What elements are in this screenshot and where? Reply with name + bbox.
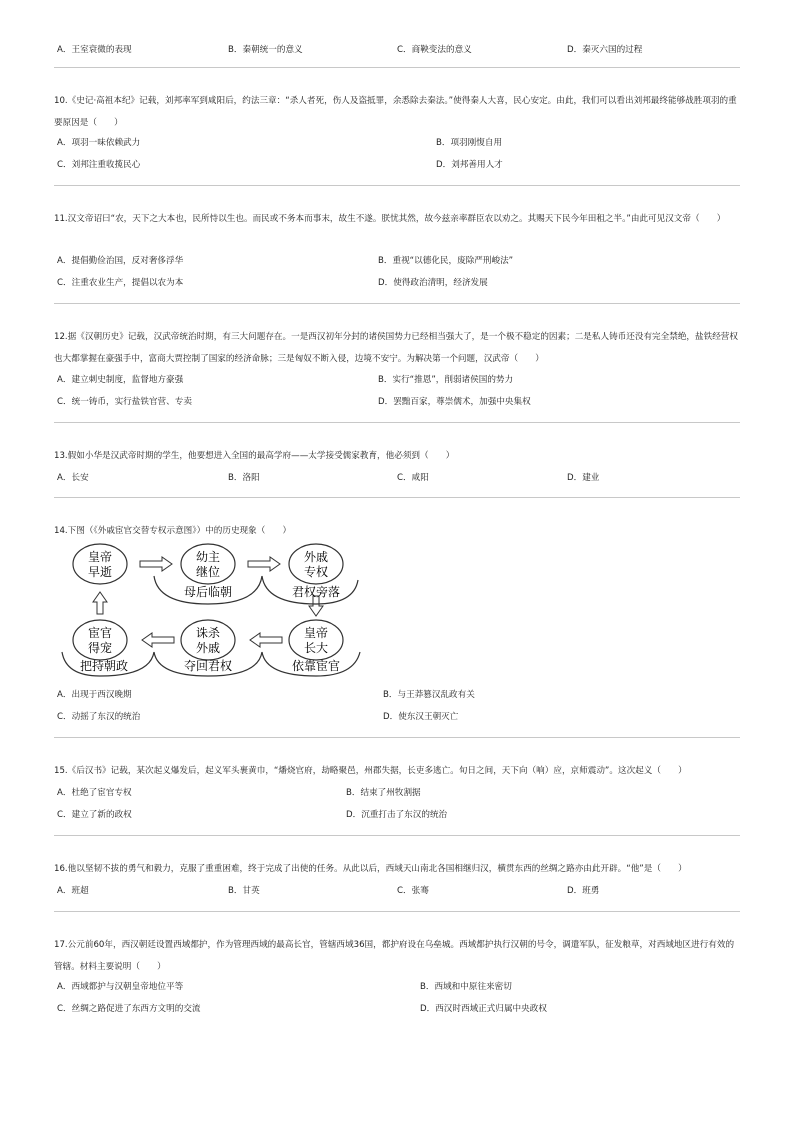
q11-option-d[interactable]: D．使得政治清明，经济发展	[378, 278, 488, 288]
divider	[54, 497, 740, 498]
q9-option-c[interactable]: C．商鞅变法的意义	[397, 45, 472, 55]
q11-option-b[interactable]: B．重视“以德化民，废除严刑峻法”	[378, 256, 514, 266]
svg-text:专权: 专权	[303, 565, 329, 579]
q16-stem: 16.他以坚韧不拔的勇气和毅力，克服了重重困难，终于完成了出使的任务。从此以后，西域天山南北各国相继归汉，横贯东西的丝绸之路亦由此开辟。“他”是（ ）	[54, 864, 687, 874]
q13-option-c[interactable]: C．咸阳	[397, 473, 429, 483]
q13-option-d[interactable]: D．建业	[567, 473, 600, 483]
q13-option-a[interactable]: A．长安	[57, 473, 89, 483]
svg-text:早逝: 早逝	[87, 565, 113, 579]
divider	[54, 303, 740, 304]
divider	[54, 422, 740, 423]
divider	[54, 185, 740, 186]
q16-option-c[interactable]: C．张骞	[397, 886, 429, 896]
q14-diagram	[54, 540, 364, 678]
divider	[54, 835, 740, 836]
q12-option-b[interactable]: B．实行“推恩”，削弱诸侯国的势力	[378, 375, 514, 385]
q9-option-a[interactable]: A．王室衰微的表现	[57, 45, 132, 55]
divider	[54, 67, 740, 68]
divider	[54, 911, 740, 912]
arc-label: 把持朝政	[79, 659, 129, 673]
q15-option-a[interactable]: A．杜绝了宦官专权	[57, 788, 132, 798]
svg-text:诛杀: 诛杀	[195, 626, 221, 640]
q10-option-d[interactable]: D．刘邦善用人才	[436, 160, 503, 170]
q14-stem: 14.下图（《外戚宦官交替专权示意图》）中的历史现象（ ）	[54, 526, 292, 536]
q12-option-d[interactable]: D．罢黜百家，尊崇儒术，加强中央集权	[378, 397, 531, 407]
q12-stem: 12.据《汉朝历史》记载，汉武帝统治时期，有三大问题存在。一是西汉初年分封的诸侯国势力已经相当强大了，是一个极不稳定的因素；二是私人铸币还没有完全禁绝，盐铁经营权也大都掌握在豪强手中，富商大贾控制了国家的经济命脉；三是匈奴不断入侵，边境不安宁。为解决第一个问题，汉武帝（ ）	[54, 332, 738, 364]
q14-option-d[interactable]: D．使东汉王朝灭亡	[383, 712, 459, 722]
svg-text:皇帝: 皇帝	[303, 626, 329, 640]
divider	[54, 737, 740, 738]
q16-option-d[interactable]: D．班勇	[567, 886, 600, 896]
q12-option-c[interactable]: C．统一铸币，实行盐铁官营、专卖	[57, 397, 192, 407]
q16-option-a[interactable]: A．班超	[57, 886, 89, 896]
q17-stem: 17.公元前60年，西汉朝廷设置西域都护，作为管理西域的最高长官，管辖西域36国，都护府设在乌垒城。西域都护执行汉朝的号令，调遣军队，征发粮草，对西域地区进行有效的管辖。材料主要说明（ ）	[54, 940, 735, 972]
q11-stem: 11.汉文帝诏曰“农，天下之大本也，民所恃以生也。而民或不务本而事末，故生不遂。朕忧其然，故今兹亲率群臣农以劝之。其赐天下民今年田租之半。”由此可见汉文帝（ ）	[54, 214, 726, 224]
q12-option-a[interactable]: A．建立刺史制度，监督地方豪强	[57, 375, 184, 385]
q10-option-c[interactable]: C．刘邦注重收揽民心	[57, 160, 141, 170]
arc-label: 母后临朝	[183, 585, 233, 599]
q14-option-b[interactable]: B．与王莽篡汉乱政有关	[383, 690, 475, 700]
diagram-node-young-ruler	[181, 544, 235, 584]
svg-text:外戚: 外戚	[195, 641, 221, 655]
svg-text:皇帝: 皇帝	[87, 550, 113, 564]
q14-option-a[interactable]: A．出现于西汉晚期	[57, 690, 132, 700]
arc-label: 夺回君权	[183, 659, 233, 673]
diagram-node-emperor-dies-young	[73, 544, 127, 584]
svg-text:幼主: 幼主	[195, 550, 221, 564]
q13-option-b[interactable]: B．洛阳	[228, 473, 260, 483]
q17-option-a[interactable]: A．西域都护与汉朝皇帝地位平等	[57, 982, 184, 992]
q16-option-b[interactable]: B．甘英	[228, 886, 260, 896]
q13-stem: 13.假如小华是汉武帝时期的学生，他要想进入全国的最高学府——太学接受儒家教育，他必须到（ ）	[54, 451, 455, 461]
q10-stem: 10.《史记·高祖本纪》记载，刘邦率军到咸阳后，约法三章：“杀人者死，伤人及盗抵罪，余悉除去秦法。”使得秦人大喜，民心安定。由此，我们可以看出刘邦最终能够战胜项羽的重要原因是（ ）	[54, 96, 737, 128]
q9-option-b[interactable]: B．秦朝统一的意义	[228, 45, 303, 55]
q17-option-d[interactable]: D．西汉时西域正式归属中央政权	[420, 1004, 547, 1014]
q15-option-d[interactable]: D．沉重打击了东汉的统治	[346, 810, 448, 820]
q10-option-a[interactable]: A．项羽一味依赖武力	[57, 138, 141, 148]
arc-label: 君权旁落	[291, 585, 341, 599]
q15-stem: 15.《后汉书》记载，某次起义爆发后，起义军头裹黄巾，“燔烧官府，劫略聚邑，州郡失据，长吏多逃亡。旬日之间，天下向（响）应，京师震动”。这次起义（ ）	[54, 766, 687, 776]
q15-option-b[interactable]: B．结束了州牧割据	[346, 788, 421, 798]
diagram-node-emperor-grows-up	[289, 620, 343, 660]
q11-option-c[interactable]: C．注重农业生产，提倡以农为本	[57, 278, 184, 288]
q17-option-c[interactable]: C．丝绸之路促进了东西方文明的交流	[57, 1004, 201, 1014]
diagram-node-eunuch-favored	[73, 620, 127, 660]
q15-option-c[interactable]: C．建立了新的政权	[57, 810, 132, 820]
q9-option-d[interactable]: D．秦灭六国的过程	[567, 45, 643, 55]
q11-option-a[interactable]: A．提倡勤俭治国，反对奢侈浮华	[57, 256, 184, 266]
q17-option-b[interactable]: B．西域和中原往来密切	[420, 982, 512, 992]
svg-text:外戚: 外戚	[303, 550, 329, 564]
svg-text:长大: 长大	[303, 641, 329, 655]
svg-text:继位: 继位	[195, 565, 221, 579]
svg-text:宦官: 宦官	[87, 626, 113, 640]
arc-label: 依靠宦官	[291, 659, 341, 673]
q14-option-c[interactable]: C．动摇了东汉的统治	[57, 712, 141, 722]
q10-option-b[interactable]: B．项羽刚愎自用	[436, 138, 503, 148]
svg-text:得宠: 得宠	[87, 641, 113, 655]
diagram-node-consort-clan-power	[289, 544, 343, 584]
diagram-node-kill-consort-clan	[181, 620, 235, 660]
